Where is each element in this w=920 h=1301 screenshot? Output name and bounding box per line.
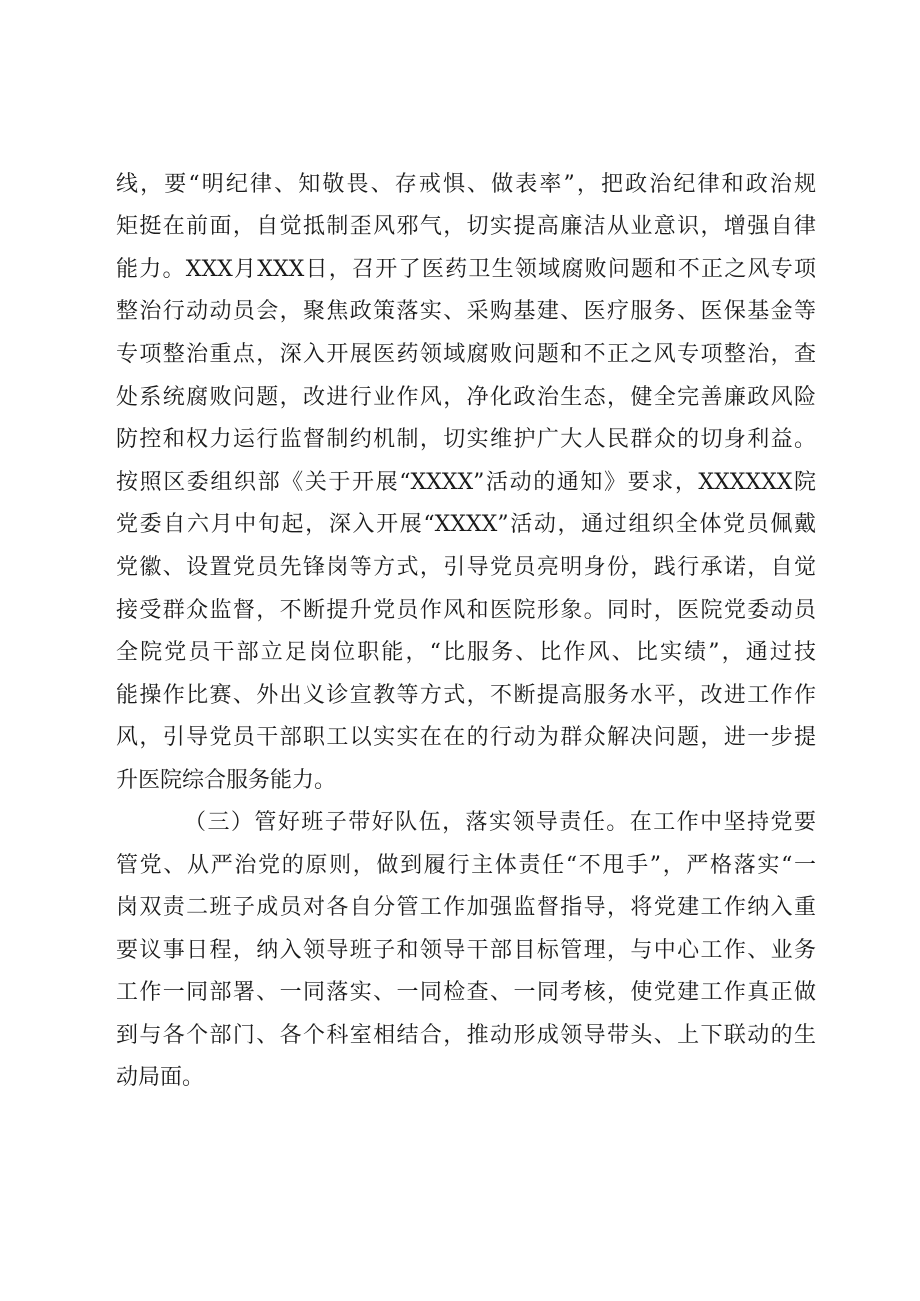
text-line: 管党、从严治党的原则，做到履行主体责任“不甩手”，严格落实“一 <box>116 853 816 878</box>
text-line: 要议事日程，纳入领导班子和领导干部目标管理，与中心工作、业务 <box>116 938 816 963</box>
text-line: 专项整治重点，深入开展医药领域腐败问题和不正之风专项整治，查 <box>116 342 816 367</box>
section-heading-line: （三）管好班子带好队伍，落实领导责任。在工作中坚持党要 <box>184 810 816 835</box>
text-line: 线，要“明纪律、知敬畏、存戒惧、做表率”，把政治纪律和政治规 <box>116 172 816 197</box>
text-line: 矩挺在前面，自觉抵制歪风邪气，切实提高廉洁从业意识，增强自律 <box>116 214 816 239</box>
text-line: 全院党员干部立足岗位职能，“比服务、比作风、比实绩”，通过技 <box>116 640 816 665</box>
text-line: 到与各个部门、各个科室相结合，推动形成领导带头、上下联动的生 <box>116 1023 816 1048</box>
text-line: 岗双责二班子成员对各自分管工作加强监督指导，将党建工作纳入重 <box>116 895 816 920</box>
text-line: 升医院综合服务能力。 <box>116 768 337 793</box>
text-line: 防控和权力运行监督制约机制，切实维护广大人民群众的切身利益。 <box>116 427 816 452</box>
text-line: 党徽、设置党员先锋岗等方式，引导党员亮明身份，践行承诺，自觉 <box>116 555 816 580</box>
text-line: 风，引导党员干部职工以实实在在的行动为群众解决问题，进一步提 <box>116 725 816 750</box>
text-line: 整治行动动员会，聚焦政策落实、采购基建、医疗服务、医保基金等 <box>116 299 816 324</box>
text-line: 工作一同部署、一同落实、一同检查、一同考核，使党建工作真正做 <box>116 980 816 1005</box>
text-line: 处系统腐败问题，改进行业作风，净化政治生态，健全完善廉政风险 <box>116 385 816 410</box>
text-line: 能力。XXX月XXX日，召开了医药卫生领域腐败问题和不正之风专项 <box>116 257 816 282</box>
text-line: 动局面。 <box>116 1065 205 1090</box>
text-line: 按照区委组织部《关于开展“XXXX”活动的通知》要求，XXXXXX院 <box>116 470 816 495</box>
text-line: 能操作比赛、外出义诊宣教等方式，不断提高服务水平，改进工作作 <box>116 683 816 708</box>
text-line: 接受群众监督，不断提升党员作风和医院形象。同时，医院党委动员 <box>116 598 816 623</box>
text-line: 党委自六月中旬起，深入开展“XXXX”活动，通过组织全体党员佩戴 <box>116 512 816 537</box>
